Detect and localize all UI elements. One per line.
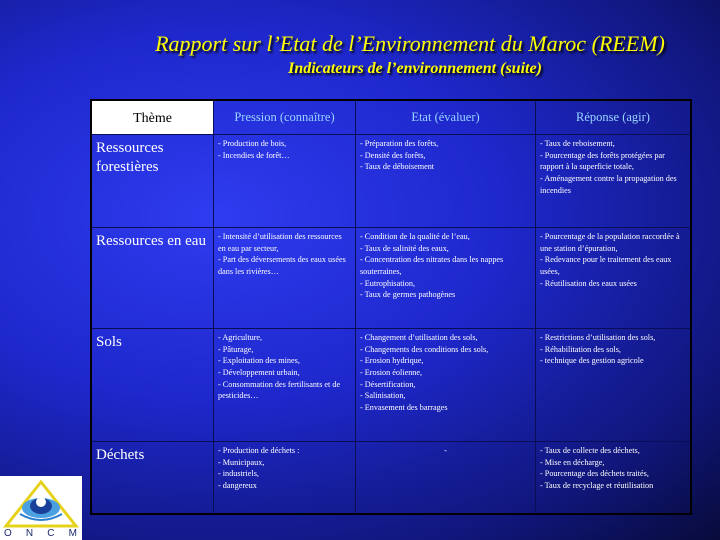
theme-cell-waste: Déchets bbox=[92, 442, 214, 514]
oncm-logo bbox=[0, 476, 82, 540]
reponse-item: - Réutilisation des eaux usées bbox=[540, 278, 637, 288]
etat-item: - Changements des conditions des sols, bbox=[360, 344, 489, 354]
reponse-item: - Aménagement contre la propagation des incendies bbox=[540, 173, 677, 195]
etat-item: - Désertification, bbox=[360, 379, 416, 389]
header-etat: Etat (évaluer) bbox=[356, 101, 536, 135]
logo-letter: O bbox=[4, 528, 13, 539]
theme-cell-forest: Ressources forestières bbox=[92, 135, 214, 228]
etat-item: - Erosion éolienne, bbox=[360, 367, 423, 377]
etat-cell-waste bbox=[356, 442, 536, 514]
oncm-emblem-icon bbox=[0, 476, 82, 530]
pression-item: - Incendies de forêt… bbox=[218, 150, 290, 160]
header-theme: Thème bbox=[92, 101, 214, 135]
header-reponse: Réponse (agir) bbox=[536, 101, 690, 135]
etat-cell-water bbox=[356, 228, 536, 329]
pression-item: - Municipaux, bbox=[218, 457, 265, 467]
slide-title: Rapport sur l’Etat de l’Environnement du Maroc (REEM) bbox=[155, 31, 665, 56]
pression-item: - Pâturage, bbox=[218, 344, 254, 354]
etat-item: - Salinisation, bbox=[360, 391, 406, 401]
logo-letter: N bbox=[25, 528, 35, 539]
reponse-item: - Taux de reboisement, bbox=[540, 139, 615, 148]
reponse-cell-soils bbox=[536, 329, 690, 442]
reponse-item: - Taux de collecte des déchets, bbox=[540, 446, 640, 455]
pression-item: - Exploitation des mines, bbox=[218, 356, 300, 366]
reponse-item: - Pourcentage des forêts protégées par rapport à la superficie totale, bbox=[540, 150, 665, 172]
reponse-cell-waste bbox=[536, 442, 690, 514]
etat-item: - Eutrophisation, bbox=[360, 278, 416, 288]
etat-item: - Changement d’utilisation des sols, bbox=[360, 333, 478, 342]
etat-item: - bbox=[444, 446, 447, 455]
reponse-item: - technique des gestion agricole bbox=[540, 356, 644, 366]
pression-item: - dangereux bbox=[218, 480, 257, 490]
reponse-cell-forest bbox=[536, 135, 690, 228]
pression-item: - industriels, bbox=[218, 469, 259, 479]
pression-cell-forest bbox=[214, 135, 356, 228]
pression-cell-water bbox=[214, 228, 356, 329]
pression-item: - Production de bois, bbox=[218, 139, 287, 148]
pression-item: - Part des déversements des eaux usées dans les rivières… bbox=[218, 255, 346, 276]
etat-item: - Taux de déboisement bbox=[360, 162, 435, 172]
etat-item: - Erosion hydrique, bbox=[360, 356, 424, 366]
reponse-cell-water bbox=[536, 228, 690, 329]
etat-item: - Envasement des barrages bbox=[360, 402, 448, 412]
etat-item: - Densité des forêts, bbox=[360, 150, 426, 160]
theme-cell-water: Ressources en eau bbox=[92, 228, 214, 329]
reponse-item: - Redevance pour le traitement des eaux usées, bbox=[540, 255, 672, 276]
reponse-item: - Pourcentage des déchets traités, bbox=[540, 469, 649, 479]
etat-cell-forest bbox=[356, 135, 536, 228]
reponse-item: - Taux de recyclage et réutilisation bbox=[540, 480, 654, 490]
slide-subtitle: Indicateurs de l’environnement (suite) bbox=[288, 60, 542, 77]
etat-cell-soils bbox=[356, 329, 536, 442]
etat-item: - Concentration des nitrates dans les nappes souterraines, bbox=[360, 255, 504, 276]
etat-item: - Condition de la qualité de l’eau, bbox=[360, 232, 470, 241]
logo-letter: M bbox=[68, 528, 78, 539]
etat-item: - Taux de germes pathogènes bbox=[360, 290, 456, 300]
reponse-item: - Mise en décharge, bbox=[540, 457, 605, 467]
pression-item: - Consommation des fertilisants et de pesticides… bbox=[218, 379, 341, 401]
pression-item: - Production de déchets : bbox=[218, 446, 300, 455]
indicators-table bbox=[90, 99, 692, 515]
pression-item: - Développement urbain, bbox=[218, 367, 300, 377]
logo-letter: C bbox=[47, 528, 56, 539]
etat-item: - Taux de salinité des eaux, bbox=[360, 243, 449, 253]
theme-cell-soils: Sols bbox=[92, 329, 214, 442]
pression-cell-waste bbox=[214, 442, 356, 514]
reponse-item: - Pourcentage de la population raccordée à une station d’épuration, bbox=[540, 232, 680, 253]
oncm-letters bbox=[4, 528, 78, 539]
etat-item: - Préparation des forêts, bbox=[360, 139, 439, 148]
header-pression: Pression (connaître) bbox=[214, 101, 356, 135]
pression-item: - Agriculture, bbox=[218, 333, 263, 342]
pression-cell-soils bbox=[214, 329, 356, 442]
reponse-item: - Réhabilitation des sols, bbox=[540, 344, 621, 354]
reponse-item: - Restrictions d’utilisation des sols, bbox=[540, 333, 656, 342]
pression-item: - Intensité d’utilisation des ressources en eau par secteur, bbox=[218, 232, 342, 253]
